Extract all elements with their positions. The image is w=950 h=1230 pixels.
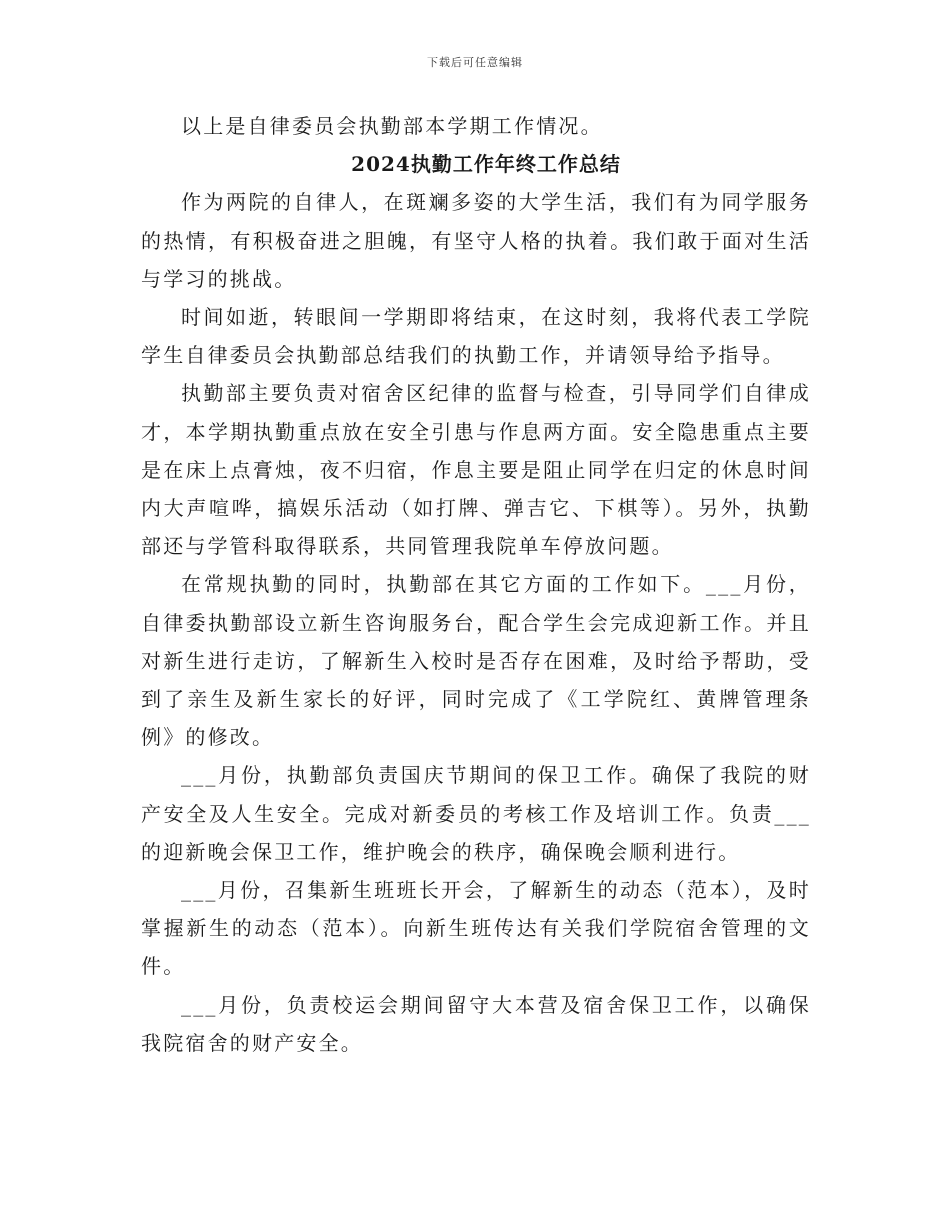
intro-line: 以上是自律委员会执勤部本学期工作情况。 <box>181 114 603 138</box>
paragraph-7: ___月份，负责校运会期间留守大本营及宿舍保卫工作，以确保我院宿舍的财产安全。 <box>141 992 811 1055</box>
paragraph-3: 执勤部主要负责对宿舍区纪律的监督与检查，引导同学们自律成才，本学期执勤重点放在安全引患与作息两方面。安全隐患重点主要是在床上点膏烛，夜不归宿，作息主要是阻止同学在归定的休息时间内大声喧哗，搞娱乐活动（如打牌、弹吉它、下棋等）。另外，执勤部还与学管科取得联系，共同管理我院单车停放问题。 <box>141 381 811 559</box>
paragraph-5: ___月份，执勤部负责国庆节期间的保卫工作。确保了我院的财产安全及人生安全。完成对新委员的考核工作及培训工作。负责___的迎新晚会保卫工作，维护晚会的秩序，确保晚会顺利进行。 <box>141 763 811 864</box>
document-title: 2024执勤工作年终工作总结 <box>351 152 621 177</box>
paragraph-1: 作为两院的自律人，在斑斓多姿的大学生活，我们有为同学服务的热情，有积极奋进之胆魄，有坚守人格的执着。我们敢于面对生活与学习的挑战。 <box>141 190 811 291</box>
paragraph-6: ___月份，召集新生班班长开会，了解新生的动态（范本），及时掌握新生的动态（范本）。向新生班传达有关我们学院宿舍管理的文件。 <box>141 878 811 979</box>
paragraph-4: 在常规执勤的同时，执勤部在其它方面的工作如下。___月份，自律委执勤部设立新生咨询服务台，配合学生会完成迎新工作。并且对新生进行走访，了解新生入校时是否存在困难，及时给予帮助，受到了亲生及新生家长的好评，同时完成了《工学院红、黄牌管理条例》的修改。 <box>141 572 811 750</box>
paragraph-2: 时间如逝，转眼间一学期即将结束，在这时刻，我将代表工学院学生自律委员会执勤部总结我们的执勤工作，并请领导给予指导。 <box>141 305 811 368</box>
page-header-note: 下载后可任意编辑 <box>427 56 523 69</box>
document-body <box>141 107 811 1062</box>
